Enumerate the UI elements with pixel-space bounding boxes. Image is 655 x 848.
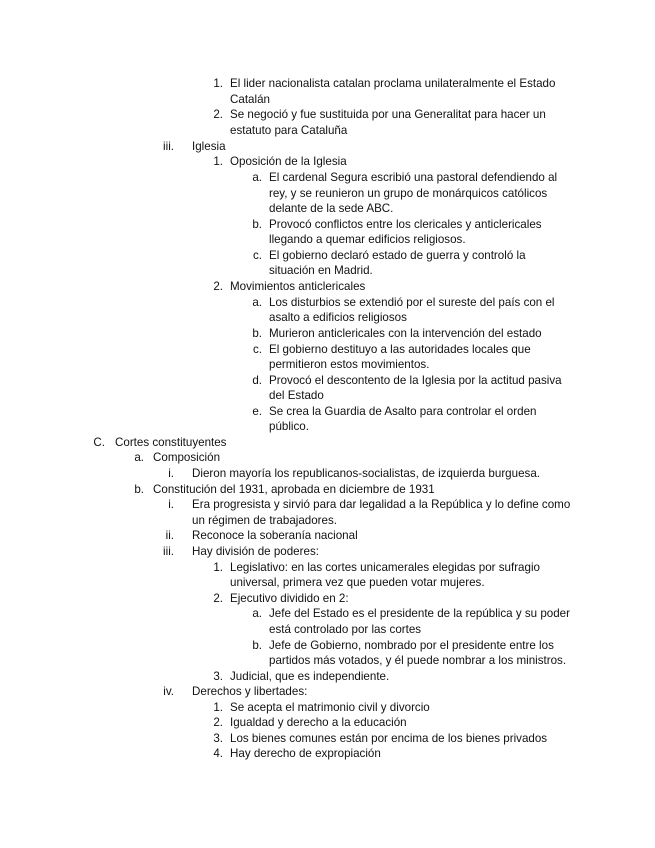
list-marker: d. — [252, 374, 262, 387]
list-item-text: rey, y se reunieron un grupo de monárquicos católicos — [269, 187, 548, 200]
list-item-text: Jefe del Estado es el presidente de la república y su poder — [269, 607, 570, 620]
list-item-text: Murieron anticlericales con la intervención del estado — [269, 327, 542, 340]
section-heading-iglesia: Iglesia — [192, 140, 226, 153]
list-marker: 4. — [213, 747, 223, 760]
list-item-text: Dieron mayoría los republicanos-socialistas, de izquierda burguesa. — [192, 467, 540, 480]
list-marker: b. — [134, 483, 144, 496]
list-item-text: asalto a edificios religiosos — [269, 311, 407, 324]
list-item-text: Se negoció y fue sustituida por una Generalitat para hacer un — [230, 108, 546, 121]
list-marker: i. — [168, 467, 174, 480]
list-item-text: Reconoce la soberanía nacional — [192, 529, 358, 542]
list-marker: 1. — [213, 77, 223, 90]
list-marker: 2. — [213, 716, 223, 729]
list-marker: b. — [252, 218, 262, 231]
list-item-text: un régimen de trabajadores. — [192, 514, 338, 527]
list-item-text: Los bienes comunes están por encima de los bienes privados — [230, 732, 548, 745]
list-item-text: Jefe de Gobierno, nombrado por el presidente entre los — [269, 639, 554, 652]
list-item-text: Igualdad y derecho a la educación — [230, 716, 407, 729]
list-marker: C. — [93, 436, 105, 449]
list-item-text: estatuto para Cataluña — [230, 124, 348, 137]
list-marker: 3. — [213, 732, 223, 745]
list-item-text: permitieron estos movimientos. — [269, 358, 430, 371]
list-item-heading: Movimientos anticlericales — [230, 280, 366, 293]
list-marker: iii. — [163, 545, 174, 558]
list-marker: 1. — [213, 701, 223, 714]
list-marker: a. — [134, 451, 144, 464]
list-item-text: partidos más votados, y él puede nombrar a los ministros. — [269, 654, 567, 667]
list-item-text: Se acepta el matrimonio civil y divorcio — [230, 701, 430, 714]
list-item-text: universal, primera vez que pueden votar mujeres. — [230, 576, 485, 589]
list-marker: 2. — [213, 280, 223, 293]
list-item-text: Se crea la Guardia de Asalto para controlar el orden — [269, 405, 537, 418]
list-item-text: Los disturbios se extendió por el sureste del país con el — [269, 296, 555, 309]
list-marker: ii. — [165, 529, 174, 542]
list-item-text: público. — [269, 420, 309, 433]
list-marker: iv. — [163, 685, 174, 698]
list-marker: 1. — [213, 155, 223, 168]
list-marker: 1. — [213, 561, 223, 574]
list-item-heading: Oposición de la Iglesia — [230, 155, 347, 168]
list-marker: a. — [252, 607, 262, 620]
list-marker: e. — [252, 405, 262, 418]
list-item-text: Legislativo: en las cortes unicamerales elegidas por sufragio — [230, 561, 540, 574]
list-marker: 2. — [213, 592, 223, 605]
list-marker: c. — [252, 343, 262, 356]
list-marker: 2. — [213, 108, 223, 121]
list-marker: iii. — [163, 140, 174, 153]
list-item-heading: Hay división de poderes: — [192, 545, 319, 558]
list-marker: b. — [252, 327, 262, 340]
list-item-text: está controlado por las cortes — [269, 623, 422, 636]
list-marker: b. — [252, 639, 262, 652]
list-marker: c. — [252, 249, 262, 262]
list-item-heading: Derechos y libertades: — [192, 685, 308, 698]
list-item-text: Catalán — [230, 93, 270, 106]
section-heading-cortes: Cortes constituyentes — [115, 436, 227, 449]
list-item-text: Hay derecho de expropiación — [230, 747, 381, 760]
list-item-text: Judicial, que es independiente. — [230, 670, 390, 683]
list-item-text: situación en Madrid. — [269, 264, 373, 277]
list-item-heading: Constitución del 1931, aprobada en diciembre de 1931 — [153, 483, 435, 496]
list-item-text: El lider nacionalista catalan proclama unilateralmente el Estado — [230, 77, 556, 90]
list-item-text: El cardenal Segura escribió una pastoral defendiendo al — [269, 171, 558, 184]
list-item-text: Provocó conflictos entre los clericales y anticlericales — [269, 218, 542, 231]
list-item-text: El gobierno declaró estado de guerra y controló la — [269, 249, 526, 262]
list-item-text: Provocó el descontento de la Iglesia por la actitud pasiva — [269, 374, 562, 387]
list-marker: i. — [168, 498, 174, 511]
list-marker: 3. — [213, 670, 223, 683]
list-item-text: Era progresista y sirvió para dar legalidad a la República y lo define como — [192, 498, 571, 511]
list-item-text: El gobierno destituyo a las autoridades locales que — [269, 343, 531, 356]
list-item-heading: Ejecutivo dividido en 2: — [230, 592, 349, 605]
list-item-text: del Estado — [269, 389, 324, 402]
list-item-text: delante de la sede ABC. — [269, 202, 394, 215]
list-item-text: llegando a quemar edificios religiosos. — [269, 233, 466, 246]
list-marker: a. — [252, 296, 262, 309]
list-marker: a. — [252, 171, 262, 184]
list-item-heading: Composición — [153, 451, 221, 464]
